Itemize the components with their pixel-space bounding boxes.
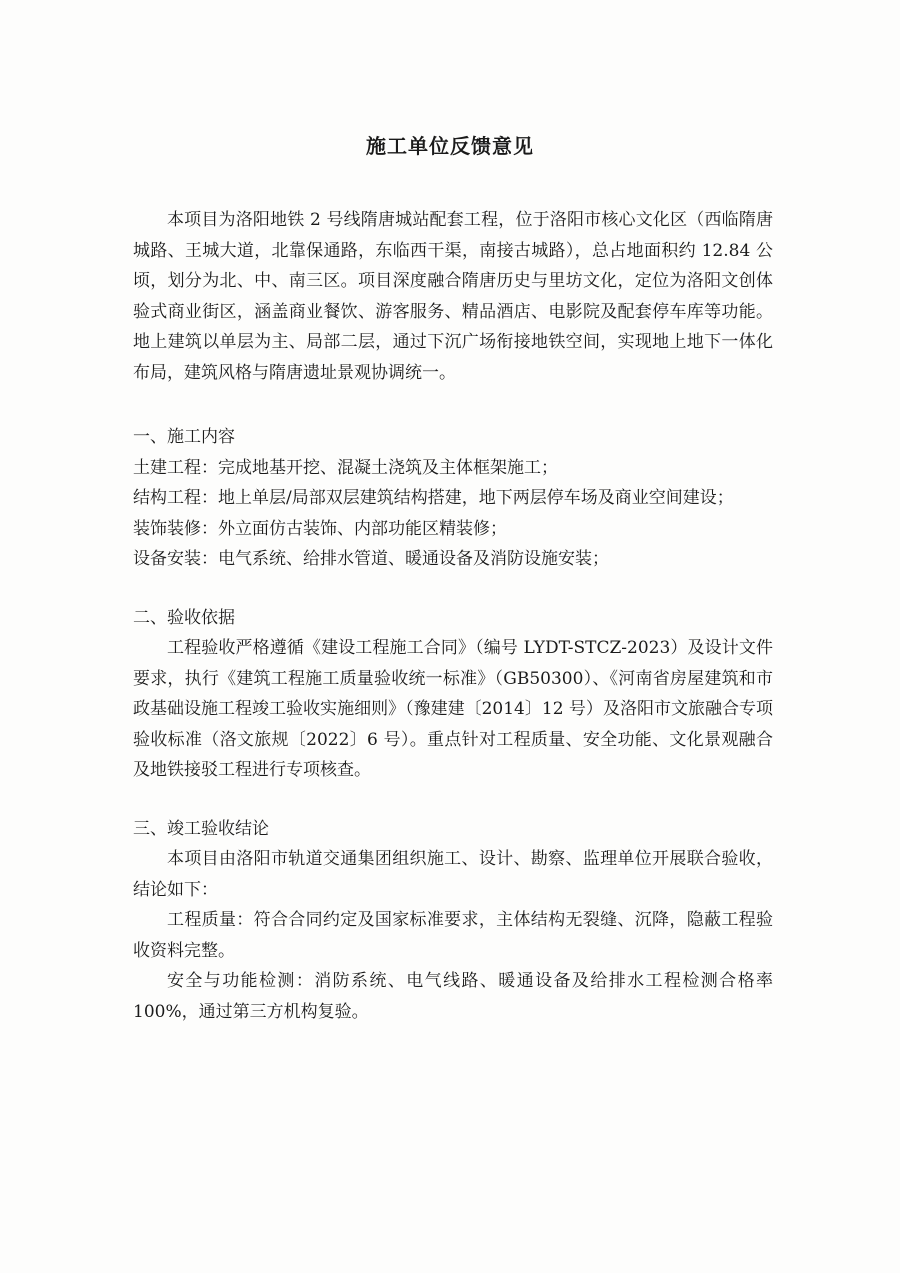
conclusion-quality-paragraph: 工程质量：符合合同约定及国家标准要求，主体结构无裂缝、沉降，隐蔽工程验收资料完整。 — [133, 910, 773, 961]
section-heading-acceptance-basis: 二、验收依据 — [133, 607, 235, 628]
intro-paragraph: 本项目为洛阳地铁 2 号线隋唐城站配套工程，位于洛阳市核心文化区（西临隋唐城路、王城大道，北靠保通路，东临西干渠，南接古城路），总占地面积约 12.84 公顷，划分为北、中、南三区。项目深度融合隋唐历史与里坊文化，定位为洛阳文创体验式商业街区，涵盖商业餐饮、游客服务、精品酒店、电影院及配套停车库等功能。地上建筑以单层为主、局部二层，通过下沉广场衔接地铁空间，实现地上地下一体化布局，建筑风格与隋唐遗址景观协调统一。 — [133, 210, 773, 383]
construction-item-decoration: 装饰装修：外立面仿古装饰、内部功能区精装修； — [133, 518, 507, 539]
construction-item-civil: 土建工程：完成地基开挖、混凝土浇筑及主体框架施工； — [133, 457, 558, 478]
conclusion-intro-paragraph: 本项目由洛阳市轨道交通集团组织施工、设计、勘察、监理单位开展联合验收，结论如下： — [133, 849, 773, 900]
document-body — [133, 205, 773, 1027]
section-heading-construction-content: 一、施工内容 — [133, 427, 235, 447]
acceptance-basis-paragraph: 工程验收严格遵循《建设工程施工合同》（编号 LYDT-STCZ-2023）及设计文件要求，执行《建筑工程施工质量验收统一标准》（GB50300）、《河南省房屋建筑和市政基础设施工程竣工验收实施细则》（豫建建〔2014〕12 号）及洛阳市文旅融合专项验收标准（洛文旅规〔2022〕6 号）。重点针对工程质量、安全功能、文化景观融合及地铁接驳工程进行专项核查。 — [133, 638, 773, 780]
document-title: 施工单位反馈意见 — [366, 134, 534, 158]
section-heading-completion-conclusion: 三、竣工验收结论 — [133, 818, 269, 839]
construction-item-equipment: 设备安装：电气系统、给排水管道、暖通设备及消防设施安装； — [133, 549, 609, 569]
conclusion-safety-paragraph: 安全与功能检测：消防系统、电气线路、暖通设备及给排水工程检测合格率 100%，通过第三方机构复验。 — [133, 971, 773, 1022]
construction-item-structure: 结构工程：地上单层/局部双层建筑结构搭建，地下两层停车场及商业空间建设； — [133, 488, 734, 508]
